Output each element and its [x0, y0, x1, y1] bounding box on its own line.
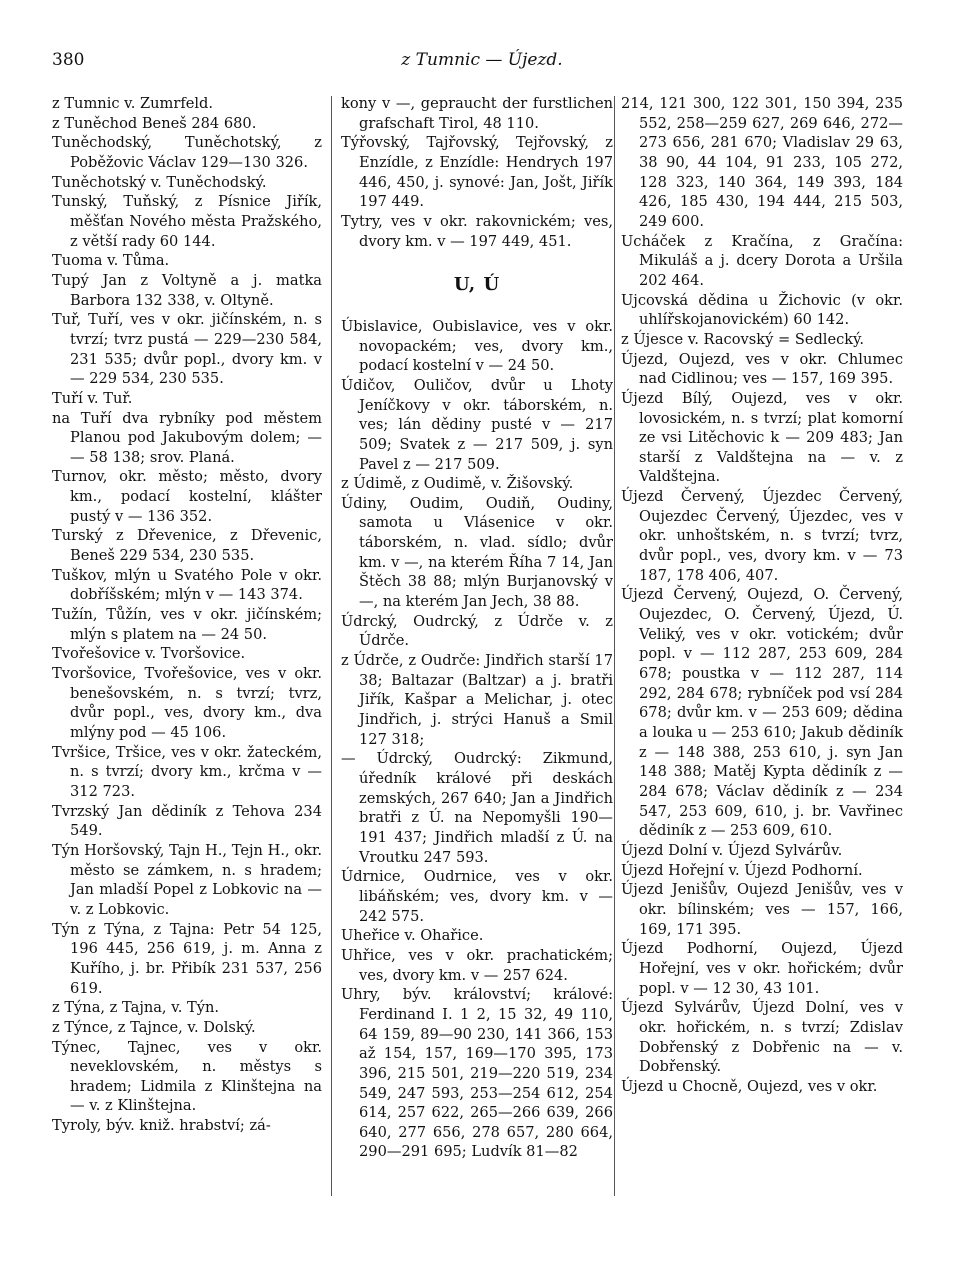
index-entry: Údiny, Oudim, Oudiň, Oudiny, samota u Vlásenice v okr. táborském, n. vlad. sídlo; dvůr km. v —, na kterém Říha 7 14, Jan Štěch 38 88; mlýn Burjanovský v —, na kterém Jan Jech, 38 88. [341, 494, 613, 611]
index-entry: Újezd Červený, Újezdec Červený, Oujezdec Červený, Újezdec, ves v okr. unhoštském, n. s tvrzí; tvrz, dvůr popl., ves, dvory km. v — 73 187, 178 406, 407. [621, 488, 903, 584]
index-entry: Újezd, Oujezd, ves v okr. Chlumec nad Cidlinou; ves — 157, 169 395. [621, 350, 903, 388]
index-entry: Uhry, býv. království; králové: Ferdinand I. 1 2, 15 32, 49 110, 64 159, 89—90 230, 141 366, 153 až 154, 157, 169—170 395, 173 396, 215 501, 219—220 519, 234 549, 247 593, 253—254 612, 254 614, 257 622, 265—266 639, 266 640, 277 656, 278 657, 280 664, 290—291 695; Ludvík 81—82 [341, 986, 613, 1161]
column-rule-right [614, 96, 615, 1196]
column-2 [341, 94, 613, 1162]
index-entry: Uhřice, ves v okr. prachatickém; ves, dvory km. v — 257 624. [341, 946, 613, 984]
page-number: 380 [52, 50, 85, 70]
index-entry: Tuněchodský, Tuněchotský, z Poběžovic Václav 129—130 326. [52, 134, 322, 171]
index-entry: z Týna, z Tajna, v. Týn. [52, 999, 220, 1017]
index-entry: Tužín, Tůžín, ves v okr. jičínském; mlýn s platem na — 24 50. [52, 606, 322, 643]
index-entry: Újezd Červený, Oujezd, O. Červený, Oujezdec, O. Červený, Újezd, Ú. Veliký, ves v okr. votickém; dvůr popl. v — 112 287, 253 609, 284 678; poustka v — 112 287, 114 292, 284 678; rybníček pod vsí 284 678; dvůr km. v — 253 609; dědina a louka u — 253 610; Jakub dědiník z — 148 388, 253 610, j. syn Jan 148 388; Matěj Kypta dědiník z — 284 678; Václav dědiník z — 234 547, 253 609, 610, j. br. Vavřinec dědiník z — 253 609, 610. [621, 586, 903, 840]
index-entry: z Údimě, z Oudimě, v. Žišovský. [341, 475, 574, 493]
index-entry: Tuří v. Tuř. [52, 389, 133, 407]
index-entry: z Tuněchod Beneš 284 680. [52, 114, 257, 132]
index-entry: Tvoršovice, Tvořešovice, ves v okr. benešovském, n. s tvrzí; tvrz, dvůr popl., ves, dvory km., dva mlýny pod — 45 106. [52, 665, 322, 741]
index-entry: Újezd Hořejní v. Újezd Podhorní. [621, 861, 863, 879]
index-entry: Újezd Dolní v. Újezd Sylvárův. [621, 841, 843, 859]
index-entry: 214, 121 300, 122 301, 150 394, 235 552, 258—259 627, 269 646, 272—273 656, 281 670; Vladislav 29 63, 38 90, 44 104, 91 233, 105 272, 128 323, 140 364, 149 393, 184 426, 185 430, 194 444, 215 503, 249 600. [621, 95, 903, 230]
column-1 [52, 94, 322, 1136]
index-entry: Tupý Jan z Voltyně a j. matka Barbora 132 338, v. Oltyně. [52, 271, 322, 309]
index-entry: Tunský, Tuňský, z Písnice Jiřík, měšťan Nového města Pražského, z větší rady 60 144. [52, 193, 322, 250]
index-entry: Tuněchotský v. Tuněchodský. [52, 173, 267, 191]
index-entry: Tvršice, Tršice, ves v okr. žateckém, n. s tvrzí; dvory km., krčma v — 312 723. [52, 743, 322, 800]
index-entry: z Týnce, z Tajnce, v. Dolský. [52, 1018, 256, 1036]
index-entry: na Tuří dva rybníky pod městem Planou pod Jakubovým dolem; — — 58 138; srov. Planá. [52, 409, 322, 466]
index-entry: kony v —, gepraucht der furstlichen grafschaft Tirol, 48 110. [341, 95, 613, 132]
index-entry: Tuškov, mlýn u Svatého Pole v okr. dobříšském; mlýn v — 143 374. [52, 566, 322, 604]
index-entry: z Újesce v. Racovský = Sedlecký. [621, 330, 865, 348]
column-3 [621, 94, 903, 1096]
index-entry: Údrnice, Oudrnice, ves v okr. libáňském; ves, dvory km. v — 242 575. [341, 868, 613, 925]
index-entry: Tvořešovice v. Tvoršovice. [52, 645, 246, 663]
index-entry: Újezd Jenišův, Oujezd Jenišův, ves v okr. bílinském; ves — 157, 166, 169, 171 395. [621, 881, 903, 938]
page-header [52, 50, 912, 74]
index-entry: Týn z Týna, z Tajna: Petr 54 125, 196 445, 256 619, j. m. Anna z Kuřího, j. br. Přibík 231 537, 256 619. [52, 920, 322, 997]
index-entry: Tuř, Tuří, ves v okr. jičínském, n. s tvrzí; tvrz pustá — 229—230 584, 231 535; dvůr popl., dvory km. v — 229 534, 230 535. [52, 311, 322, 388]
index-entry: Uheřice v. Ohařice. [341, 927, 484, 945]
index-entry: Týnec, Tajnec, ves v okr. neveklovském, n. městys s hradem; Lidmila z Klinštejna na — v. z Klinštejna. [52, 1038, 322, 1115]
index-entry: Týřovský, Tajřovský, Tejřovský, z Enzídle, z Enzídle: Hendrych 197 446, 450, j. synové: Jan, Jošt, Jiřík 197 449. [341, 134, 613, 211]
index-entry: Ujcovská dědina u Žichovic (v okr. uhlířskojanovickém) 60 142. [621, 291, 903, 329]
index-entry: Újezd Sylvárův, Újezd Dolní, ves v okr. hořickém, n. s tvrzí; Zdislav Dobřenský z Dobřenic na — v. Dobřenský. [621, 999, 903, 1076]
index-entry: Tytry, ves v okr. rakovnickém; ves, dvory km. v — 197 449, 451. [341, 212, 613, 250]
index-entry: Údičov, Ouličov, dvůr u Lhoty Jeníčkovy v okr. táborském, n. ves; lán dědiny pusté v — 217 509; Svatek z — 217 509, j. syn Pavel z — 217 509. [341, 376, 613, 473]
index-entry: Týn Horšovský, Tajn H., Tejn H., okr. město se zámkem, n. s hradem; Jan mladší Popel z Lobkovic na — v. z Lobkovic. [52, 841, 322, 918]
index-entry: Újezd u Chocně, Oujezd, ves v okr. [621, 1077, 878, 1095]
section-heading: U, Ú [453, 274, 501, 296]
index-entry: Údrcký, Oudrcký, z Údrče v. z Údrče. [341, 612, 613, 650]
index-entry: Tvrzský Jan dědiník z Tehova 234 549. [52, 802, 322, 840]
running-head: z Tumnic — Újezd. [401, 50, 563, 70]
column-rule-left [331, 96, 332, 1196]
index-entry: Újezd Podhorní, Oujezd, Újezd Hořejní, ves v okr. hořickém; dvůr popl. v — 12 30, 43 101. [621, 940, 903, 997]
index-entry: Tuoma v. Tůma. [52, 252, 170, 270]
index-entry: z Tumnic v. Zumrfeld. [52, 95, 214, 112]
index-entry: Turský z Dřevenice, z Dřevenic, Beneš 229 534, 230 535. [52, 527, 322, 565]
index-entry: Úbislavice, Oubislavice, ves v okr. novopackém; ves, dvory km., podací kostelní v — 24 50. [341, 317, 613, 375]
index-entry: Turnov, okr. město; město, dvory km., podací kostelní, klášter pustý v — 136 352. [52, 468, 322, 525]
index-entry: z Údrče, z Oudrče: Jindřich starší 17 38; Baltazar (Baltzar) a j. bratři Jiřík, Kašpar a Melichar, j. otec Jindřich, j. strýci Hanuš a Smil 127 318; [341, 652, 613, 748]
index-entry: Ucháček z Kračína, z Gračína: Mikuláš a j. dcery Dorota a Uršila 202 464. [621, 232, 903, 289]
index-entry: Tyroly, býv. kniž. hrabství; zá- [52, 1117, 271, 1135]
index-entry: Újezd Bílý, Oujezd, ves v okr. lovosickém, n. s tvrzí; plat komorní ze vsi Litěchovic k — 209 483; Jan starší z Valdštejna na — v. z Valdštejna. [621, 389, 903, 486]
index-entry: — Údrcký, Oudrcký: Zikmund, úředník králové při deskách zemských, 267 640; Jan a Jindřich bratři z Ú. na Nepomyšli 190—191 437; Jindřich mladší z Ú. na Vroutku 247 593. [341, 750, 613, 866]
